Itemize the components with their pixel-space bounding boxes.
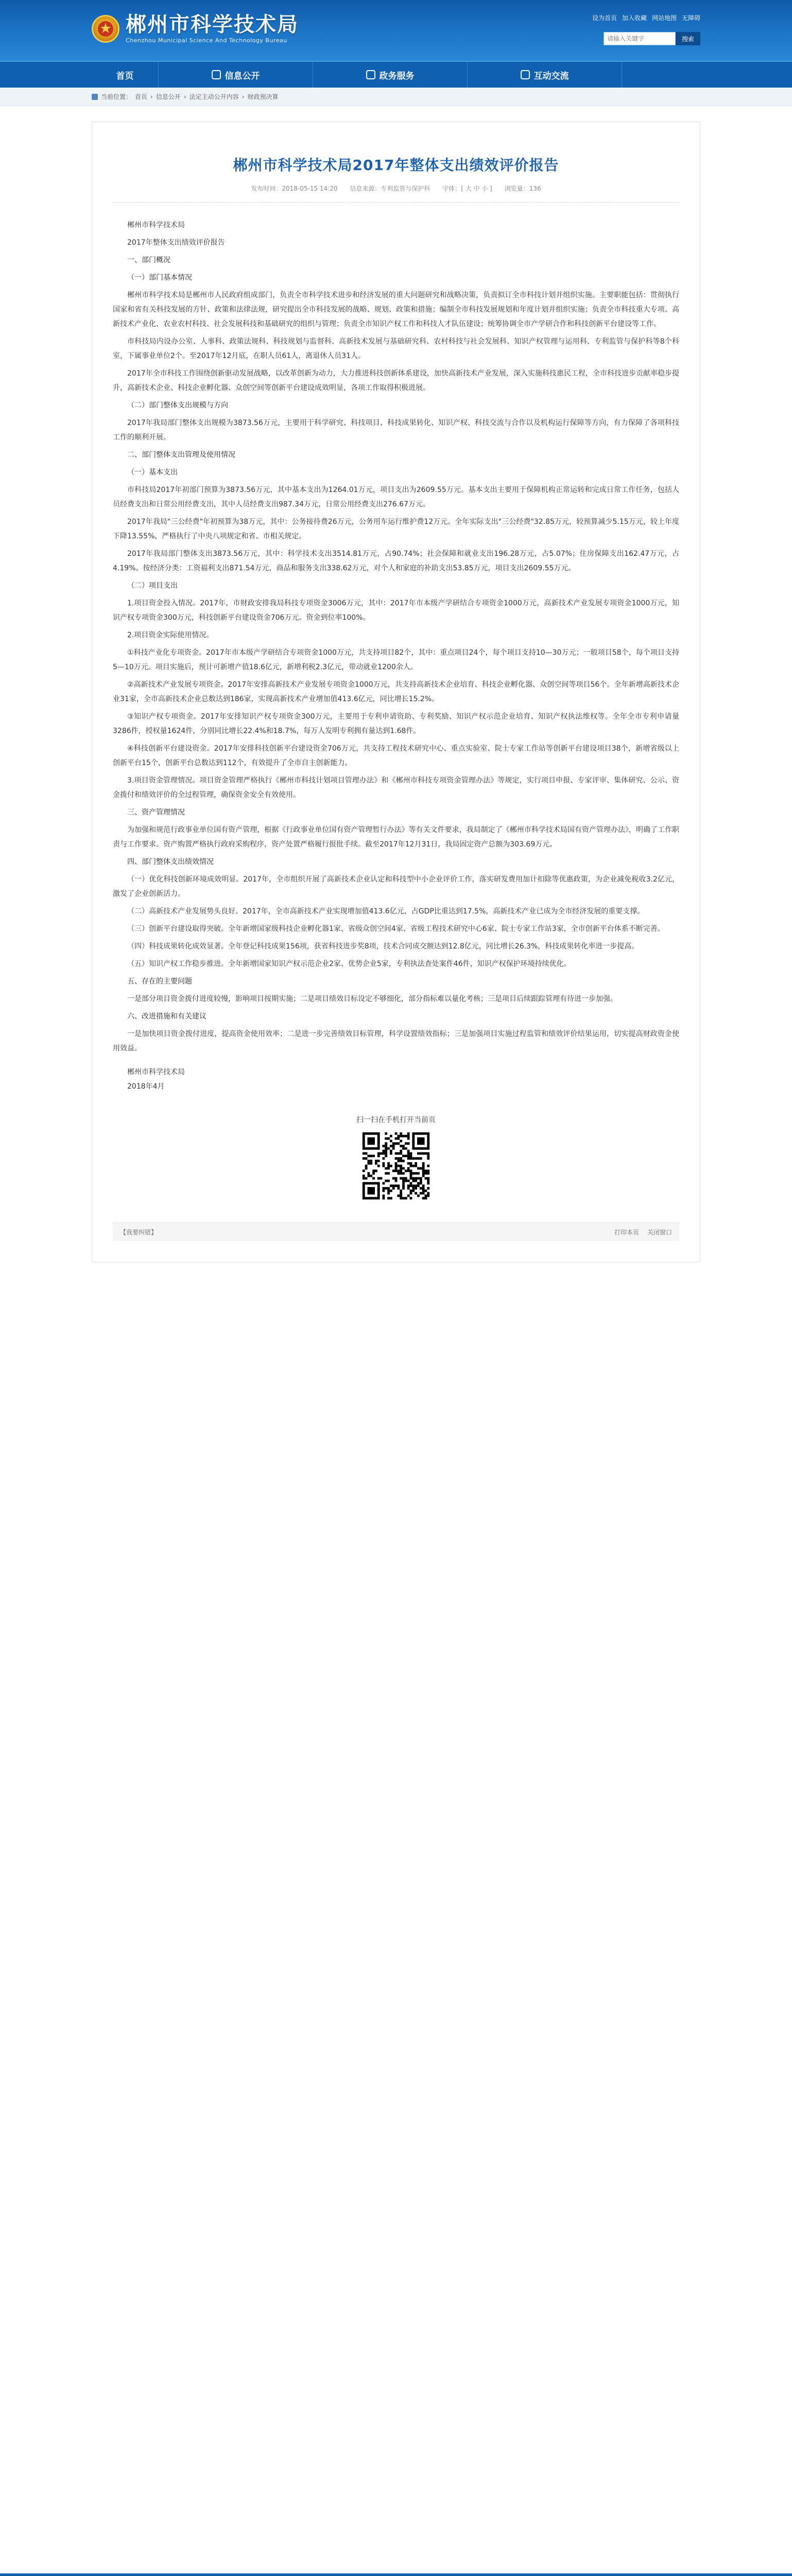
qr-code-icon	[360, 1130, 432, 1202]
footer-links	[0, 2573, 792, 2576]
nav-info-public[interactable]: 信息公开	[159, 62, 313, 88]
doc-line: 郴州市科学技术局	[127, 221, 185, 229]
doc-line: 2017年整体支出绩效评价报告	[127, 239, 225, 247]
paragraph: （五）知识产权工作稳步推进。全年新增国家知识产权示范企业2家、优势企业5家，专利执法查处案件46件，知识产权保护环境持续优化。	[127, 960, 571, 968]
signature-org: 郴州市科学技术局	[127, 1068, 185, 1076]
paragraph: 为加强和规范行政事业单位国有资产管理，根据《行政事业单位国有资产管理暂行办法》等有关文件要求，我局制定了《郴州市科学技术局国有资产管理办法》，明确了工作职责与工作要求。资产购置严格执行政府采购程序，资产处置严格履行报批手续。截至2017年12月31日，我局固定资产总额为303.69万元。	[113, 826, 679, 849]
paragraph: 市科技局2017年初部门预算为3873.56万元，其中基本支出为1264.01万元，项目支出为2609.55万元。基本支出主要用于保障机构正常运转和完成日常工作任务，包括人员经费支出和日常公用经费支出，其中人员经费支出987.34万元，日常公用经费支出276.67万元。	[113, 486, 679, 509]
nav-interaction[interactable]: 互动交流	[468, 62, 622, 88]
paragraph: 2017年全市科技工作围绕创新驱动发展战略，以改革创新为动力，大力推进科技创新体系建设，加快高新技术产业发展，深入实施科技惠民工程，全市科技进步贡献率稳步提升，高新技术企业、科技企业孵化器、众创空间等创新平台建设成效明显，各项工作取得积极进展。	[113, 369, 679, 392]
font-size-control[interactable]: 字体：[ 大 中 小 ]	[442, 185, 492, 192]
paragraph: 市科技局内设办公室、人事科、政策法规科、科技规划与监督科、高新技术发展与基础研究科、农村科技与社会发展科、知识产权管理与运用科、专利监管与保护科等8个科室，下属事业单位2个。至2017年12月底，在职人员61人，离退休人员31人。	[113, 337, 679, 360]
qr-section	[113, 1114, 679, 1204]
section-heading: 二、部门整体支出管理及使用情况	[127, 451, 235, 459]
site-logo[interactable]	[92, 13, 299, 44]
section-heading: （二）部门整体支出规模与方向	[127, 401, 228, 410]
search-button[interactable]: 搜索	[676, 32, 700, 45]
nav-gov-service[interactable]: 政务服务	[313, 62, 468, 88]
search-box	[604, 32, 700, 45]
section-heading: 四、部门整体支出绩效情况	[127, 858, 214, 866]
interaction-icon	[521, 70, 530, 79]
paragraph: （三）创新平台建设取得突破。全年新增国家级科技企业孵化器1家、省级众创空间4家、省级工程技术研究中心6家、院士专家工作站3家，全市创新平台体系不断完善。	[127, 925, 665, 933]
paragraph: 2017年我局"三公经费"年初预算为38万元，其中：公务接待费26万元，公务用车运行维护费12万元。全年实际支出"三公经费"32.85万元，较预算减少5.15万元，较上年度下降13.55%，严格执行了中央八项规定和省、市相关规定。	[113, 518, 679, 540]
breadcrumb-label: 当前位置：	[101, 93, 132, 100]
paragraph: 3.项目资金管理情况。项目资金管理严格执行《郴州市科技计划项目管理办法》和《郴州市科技专项资金管理办法》等规定，实行项目申报、专家评审、集体研究、公示、资金拨付和绩效评价的全过程管理，确保资金安全有效使用。	[113, 776, 679, 799]
qr-caption: 扫一扫在手机打开当前页	[356, 1116, 436, 1124]
breadcrumb-home[interactable]: 首页	[135, 93, 148, 100]
paragraph: （一）优化科技创新环境成效明显。2017年，全市组织开展了高新技术企业认定和科技型中小企业评价工作，落实研发费用加计扣除等优惠政策，为企业减免税收3.2亿元，激发了企业创新活力。	[113, 875, 679, 898]
main-nav	[0, 61, 792, 88]
print-page-button[interactable]: 打印本页	[614, 1229, 639, 1236]
site-title: 郴州市科学技术局	[126, 13, 299, 37]
breadcrumb: 当前位置： 首页 › 信息公开 › 法定主动公开内容 › 财政预决算	[0, 88, 792, 106]
sitemap-link[interactable]: 网站地图	[651, 14, 677, 22]
section-heading: （一）部门基本情况	[127, 274, 192, 282]
article-signature	[113, 1065, 679, 1094]
view-count: 浏览量：136	[504, 185, 541, 192]
paragraph: 2017年我局部门整体支出3873.56万元，其中：科学技术支出3514.81万元，占90.74%；社会保障和就业支出196.28万元，占5.07%；住房保障支出162.47万元，占4.19%。按经济分类：工资福利支出871.54万元，商品和服务支出338.62万元，对个人和家庭的补助支出53.85万元，项目支出2609.55万元。	[113, 550, 679, 572]
paragraph: 一是部分项目资金拨付进度较慢，影响项目按期实施；二是项目绩效目标设定不够细化，部分指标难以量化考核；三是项目后续跟踪管理有待进一步加强。	[127, 995, 617, 1003]
search-input[interactable]	[604, 32, 676, 45]
accessibility-link[interactable]: 无障碍	[681, 14, 700, 22]
paragraph: 一是加快项目资金拨付进度，提高资金使用效率；二是进一步完善绩效目标管理，科学设置绩效指标；三是加强项目实施过程监管和绩效评价结果运用，切实提高财政资金使用效益。	[113, 1030, 679, 1053]
national-emblem-icon	[92, 15, 119, 43]
site-footer	[0, 2573, 792, 2576]
breadcrumb-legal[interactable]: 法定主动公开内容	[189, 93, 239, 100]
paragraph: ③知识产权专项资金。2017年安排知识产权专项资金300万元，主要用于专利申请资助、专利奖励、知识产权示范企业培育、知识产权执法维权等。全年全市专利申请量3286件，授权量1624件，分别同比增长22.4%和18.7%，每万人发明专利拥有量达到1.68件。	[113, 713, 679, 735]
nav-home[interactable]: 首页	[92, 62, 159, 88]
gov-service-icon	[366, 70, 375, 79]
paragraph: （四）科技成果转化成效显著。全年登记科技成果156项，获省科技进步奖8项，技术合同成交额达到12.8亿元，同比增长26.3%，科技成果转化率进一步提高。	[127, 942, 639, 951]
header-links	[592, 13, 700, 22]
section-heading: 三、资产管理情况	[127, 808, 185, 817]
add-favorite-link[interactable]: 加入收藏	[622, 14, 647, 22]
publish-date: 发布时间：2018-05-15 14:20	[251, 185, 338, 192]
paragraph: （二）高新技术产业发展势头良好。2017年，全市高新技术产业实现增加值413.6亿元，占GDP比重达到17.5%，高新技术产业已成为全市经济发展的重要支撑。	[127, 907, 645, 916]
section-heading: 六、改进措施和有关建议	[127, 1012, 206, 1021]
breadcrumb-budget[interactable]: 财政预决算	[247, 93, 279, 100]
paragraph: 1.项目资金投入情况。2017年，市财政安排我局科技专项资金3006万元，其中：2017年市本级产学研结合专项资金1000万元，高新技术产业发展专项资金1000万元，知识产权专项资金300万元，科技创新平台建设资金706万元。资金到位率100%。	[113, 599, 679, 622]
set-homepage-link[interactable]: 设为首页	[592, 14, 617, 22]
signature-date: 2018年4月	[127, 1082, 165, 1091]
site-subtitle: Chenzhou Municipal Science And Technology Bureau	[126, 37, 287, 44]
close-window-button[interactable]: 关闭窗口	[647, 1229, 672, 1236]
info-public-icon	[212, 70, 221, 79]
paragraph: 2.项目资金实际使用情况。	[127, 631, 214, 639]
breadcrumb-info[interactable]: 信息公开	[156, 93, 181, 100]
section-heading: （二）项目支出	[127, 582, 178, 590]
paragraph: ④科技创新平台建设资金。2017年安排科技创新平台建设资金706万元，共支持工程技术研究中心、重点实验室、院士专家工作站等创新平台建设项目38个，新增省级以上创新平台15个，创新平台总数达到112个，有效提升了全市自主创新能力。	[113, 744, 679, 767]
article-meta	[113, 184, 679, 202]
article-title: 郴州市科学技术局2017年整体支出绩效评价报告	[233, 157, 559, 174]
paragraph: ②高新技术产业发展专项资金。2017年安排高新技术产业发展专项资金1000万元，共支持高新技术企业培育、科技企业孵化器、众创空间等项目56个。全年新增高新技术企业31家，全市高新技术企业总数达到186家，实现高新技术产业增加值413.6亿元，同比增长15.2%。	[113, 681, 679, 703]
paragraph: 2017年我局部门整体支出规模为3873.56万元，主要用于科学研究、科技项目、科技成果转化、知识产权、科技交流与合作以及机构运行保障等方向，有力保障了各项科技工作的顺利开展。	[113, 419, 679, 442]
paragraph: ①科技产业化专项资金。2017年市本级产学研结合专项资金1000万元，共支持项目82个，其中：重点项目24个，每个项目支持10—30万元；一般项目58个，每个项目支持5—10万元。项目实施后，预计可新增产值18.6亿元，新增利税2.3亿元，带动就业1200余人。	[113, 649, 679, 671]
section-heading: 五、存在的主要问题	[127, 977, 192, 986]
location-icon	[92, 94, 98, 100]
paragraph: 郴州市科学技术局是郴州市人民政府组成部门，负责全市科学技术进步和经济发展的重大问题研究和战略决策，负责拟订全市科技计划并组织实施。主要职能包括：贯彻执行国家和省有关科技发展的方针、政策和法律法规，研究提出全市科技发展的战略、规划、政策和措施；编制全市科技发展规划和年度计划并组织实施；负责全市科技重大专项、高新技术产业化、农业农村科技、社会发展科技和基础研究的组织与管理；负责全市知识产权工作和科技人才队伍建设；统筹协调全市产学研合作和科技创新平台建设等工作。	[113, 291, 679, 328]
article-content	[113, 218, 679, 1056]
section-heading: 一、部门概况	[127, 256, 170, 264]
header-banner	[0, 0, 792, 61]
report-error-link[interactable]: 【我要纠错】	[120, 1229, 158, 1236]
article-footer-bar	[113, 1223, 679, 1241]
article	[92, 122, 700, 1262]
section-heading: （一）基本支出	[127, 468, 178, 477]
info-source: 信息来源：专利监管与保护科	[350, 185, 431, 192]
